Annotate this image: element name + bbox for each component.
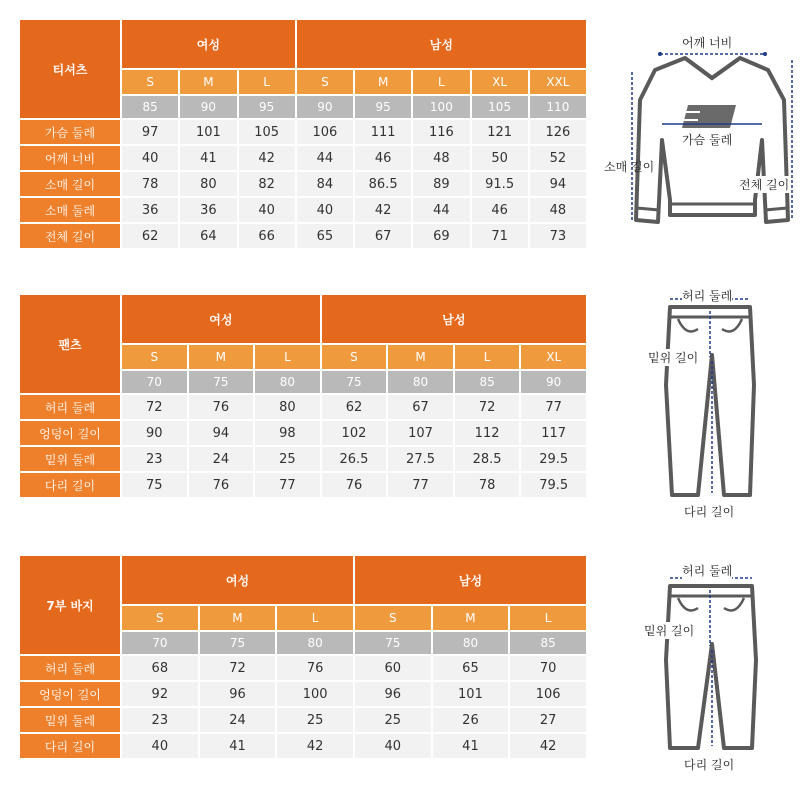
table-row <box>20 120 586 144</box>
value-cell: 44 <box>413 198 469 222</box>
size-number: 95 <box>355 96 411 118</box>
size-label: M <box>355 70 411 94</box>
total-length-label: 전체 길이 <box>739 178 790 192</box>
value-cell: 112 <box>455 421 520 445</box>
size-label: S <box>322 345 387 369</box>
value-cell: 72 <box>455 395 520 419</box>
table-row <box>20 146 586 170</box>
size-number: 75 <box>322 371 387 393</box>
row-label: 엉덩이 길이 <box>20 421 120 445</box>
row-label: 밑위 둘레 <box>20 447 120 471</box>
value-cell: 121 <box>472 120 528 144</box>
value-cell: 41 <box>433 734 509 758</box>
row-label: 밑위 둘레 <box>20 708 120 732</box>
cropped-women-header: 여성 <box>122 556 353 604</box>
value-cell: 46 <box>472 198 528 222</box>
value-cell: 65 <box>297 224 353 248</box>
size-label: L <box>510 606 586 630</box>
size-number: 105 <box>472 96 528 118</box>
value-cell: 46 <box>355 146 411 170</box>
value-cell: 69 <box>413 224 469 248</box>
value-cell: 23 <box>122 708 198 732</box>
value-cell: 27.5 <box>388 447 453 471</box>
value-cell: 28.5 <box>455 447 520 471</box>
value-cell: 44 <box>297 146 353 170</box>
size-label: M <box>433 606 509 630</box>
value-cell: 80 <box>255 395 320 419</box>
table-row <box>20 473 586 497</box>
table-row <box>20 708 586 732</box>
size-number: 80 <box>277 632 353 654</box>
size-number: 95 <box>239 96 295 118</box>
value-cell: 102 <box>322 421 387 445</box>
cropped-title: 7부 바지 <box>20 556 120 654</box>
cropped-pants-size-table <box>18 554 588 760</box>
value-cell: 27 <box>510 708 586 732</box>
size-number: 80 <box>255 371 320 393</box>
value-cell: 106 <box>297 120 353 144</box>
value-cell: 42 <box>277 734 353 758</box>
value-cell: 42 <box>355 198 411 222</box>
row-label: 허리 둘레 <box>20 395 120 419</box>
cropped-men-header: 남성 <box>355 556 586 604</box>
leg-length-label: 다리 길이 <box>684 505 735 519</box>
value-cell: 94 <box>530 172 586 196</box>
value-cell: 107 <box>388 421 453 445</box>
size-number: 80 <box>388 371 453 393</box>
value-cell: 96 <box>200 682 276 706</box>
size-number: 90 <box>521 371 586 393</box>
value-cell: 40 <box>355 734 431 758</box>
pants-women-header: 여성 <box>122 295 320 343</box>
value-cell: 75 <box>122 473 187 497</box>
chest-label: 가슴 둘레 <box>682 133 733 147</box>
shoulder-label: 어깨 너비 <box>682 36 733 50</box>
size-label: XL <box>472 70 528 94</box>
value-cell: 72 <box>122 395 187 419</box>
cropped-pants-icon <box>640 560 800 780</box>
size-label: L <box>255 345 320 369</box>
value-cell: 97 <box>122 120 178 144</box>
value-cell: 100 <box>277 682 353 706</box>
tshirt-size-table <box>18 18 588 250</box>
tshirt-women-header: 여성 <box>122 20 295 68</box>
size-label: L <box>455 345 520 369</box>
value-cell: 101 <box>433 682 509 706</box>
size-number: 75 <box>355 632 431 654</box>
table-row <box>20 395 586 419</box>
table-row <box>20 172 586 196</box>
shirt-measurement-diagram <box>600 30 800 240</box>
size-number: 85 <box>455 371 520 393</box>
value-cell: 77 <box>388 473 453 497</box>
value-cell: 40 <box>122 146 178 170</box>
size-label: S <box>122 606 198 630</box>
table-row <box>20 734 586 758</box>
pants-men-header: 남성 <box>322 295 586 343</box>
waist-label: 허리 둘레 <box>682 289 733 303</box>
size-label: S <box>122 70 178 94</box>
value-cell: 101 <box>180 120 236 144</box>
value-cell: 24 <box>200 708 276 732</box>
value-cell: 116 <box>413 120 469 144</box>
value-cell: 78 <box>122 172 178 196</box>
value-cell: 40 <box>239 198 295 222</box>
table-row <box>20 224 586 248</box>
size-label: M <box>388 345 453 369</box>
value-cell: 77 <box>255 473 320 497</box>
table-row <box>20 656 586 680</box>
value-cell: 96 <box>355 682 431 706</box>
row-label: 전체 길이 <box>20 224 120 248</box>
value-cell: 67 <box>388 395 453 419</box>
size-number: 85 <box>510 632 586 654</box>
value-cell: 62 <box>122 224 178 248</box>
rise-label: 밑위 길이 <box>648 351 699 365</box>
value-cell: 82 <box>239 172 295 196</box>
cropped-pants-measurement-diagram <box>640 560 800 780</box>
size-number: 70 <box>122 632 198 654</box>
size-number: 100 <box>413 96 469 118</box>
value-cell: 86.5 <box>355 172 411 196</box>
size-label: L <box>277 606 353 630</box>
value-cell: 50 <box>472 146 528 170</box>
value-cell: 42 <box>510 734 586 758</box>
size-number: 90 <box>297 96 353 118</box>
value-cell: 24 <box>189 447 254 471</box>
value-cell: 67 <box>355 224 411 248</box>
leg-length-label: 다리 길이 <box>684 758 735 772</box>
row-label: 다리 길이 <box>20 734 120 758</box>
waist-label: 허리 둘레 <box>682 564 733 578</box>
value-cell: 41 <box>200 734 276 758</box>
row-label: 어깨 너비 <box>20 146 120 170</box>
tshirt-title: 티셔츠 <box>20 20 120 118</box>
value-cell: 80 <box>180 172 236 196</box>
row-label: 엉덩이 길이 <box>20 682 120 706</box>
size-label: S <box>355 606 431 630</box>
value-cell: 94 <box>189 421 254 445</box>
sleeve-label: 소매 길이 <box>604 160 655 174</box>
value-cell: 26 <box>433 708 509 732</box>
value-cell: 25 <box>277 708 353 732</box>
value-cell: 84 <box>297 172 353 196</box>
value-cell: 23 <box>122 447 187 471</box>
row-label: 소매 길이 <box>20 172 120 196</box>
size-label: M <box>189 345 254 369</box>
size-label: XL <box>521 345 586 369</box>
value-cell: 52 <box>530 146 586 170</box>
size-label: S <box>297 70 353 94</box>
table-row <box>20 421 586 445</box>
value-cell: 26.5 <box>322 447 387 471</box>
size-number: 90 <box>180 96 236 118</box>
value-cell: 79.5 <box>521 473 586 497</box>
value-cell: 73 <box>530 224 586 248</box>
table-row <box>20 447 586 471</box>
value-cell: 91.5 <box>472 172 528 196</box>
value-cell: 89 <box>413 172 469 196</box>
value-cell: 66 <box>239 224 295 248</box>
value-cell: 70 <box>510 656 586 680</box>
value-cell: 76 <box>322 473 387 497</box>
value-cell: 64 <box>180 224 236 248</box>
size-label: L <box>239 70 295 94</box>
value-cell: 78 <box>455 473 520 497</box>
row-label: 다리 길이 <box>20 473 120 497</box>
value-cell: 62 <box>322 395 387 419</box>
value-cell: 105 <box>239 120 295 144</box>
size-number: 85 <box>122 96 178 118</box>
pants-size-table <box>18 293 588 499</box>
value-cell: 90 <box>122 421 187 445</box>
value-cell: 77 <box>521 395 586 419</box>
value-cell: 126 <box>530 120 586 144</box>
size-label: XXL <box>530 70 586 94</box>
value-cell: 65 <box>433 656 509 680</box>
pants-icon <box>640 285 800 525</box>
value-cell: 36 <box>122 198 178 222</box>
value-cell: 72 <box>200 656 276 680</box>
value-cell: 40 <box>297 198 353 222</box>
value-cell: 76 <box>189 473 254 497</box>
value-cell: 36 <box>180 198 236 222</box>
size-number: 110 <box>530 96 586 118</box>
value-cell: 60 <box>355 656 431 680</box>
size-number: 75 <box>189 371 254 393</box>
size-label: M <box>200 606 276 630</box>
row-label: 허리 둘레 <box>20 656 120 680</box>
value-cell: 76 <box>189 395 254 419</box>
value-cell: 106 <box>510 682 586 706</box>
value-cell: 92 <box>122 682 198 706</box>
value-cell: 71 <box>472 224 528 248</box>
value-cell: 40 <box>122 734 198 758</box>
table-row <box>20 682 586 706</box>
value-cell: 98 <box>255 421 320 445</box>
value-cell: 111 <box>355 120 411 144</box>
size-number: 70 <box>122 371 187 393</box>
size-number: 80 <box>433 632 509 654</box>
pants-measurement-diagram <box>640 285 800 525</box>
size-label: M <box>180 70 236 94</box>
value-cell: 68 <box>122 656 198 680</box>
value-cell: 117 <box>521 421 586 445</box>
size-label: S <box>122 345 187 369</box>
row-label: 가슴 둘레 <box>20 120 120 144</box>
value-cell: 41 <box>180 146 236 170</box>
row-label: 소매 둘레 <box>20 198 120 222</box>
value-cell: 29.5 <box>521 447 586 471</box>
value-cell: 42 <box>239 146 295 170</box>
value-cell: 25 <box>355 708 431 732</box>
size-number: 75 <box>200 632 276 654</box>
rise-label: 밑위 길이 <box>644 624 695 638</box>
size-label: L <box>413 70 469 94</box>
value-cell: 48 <box>413 146 469 170</box>
pants-title: 팬츠 <box>20 295 120 393</box>
value-cell: 76 <box>277 656 353 680</box>
tshirt-men-header: 남성 <box>297 20 586 68</box>
value-cell: 25 <box>255 447 320 471</box>
value-cell: 48 <box>530 198 586 222</box>
table-row <box>20 198 586 222</box>
